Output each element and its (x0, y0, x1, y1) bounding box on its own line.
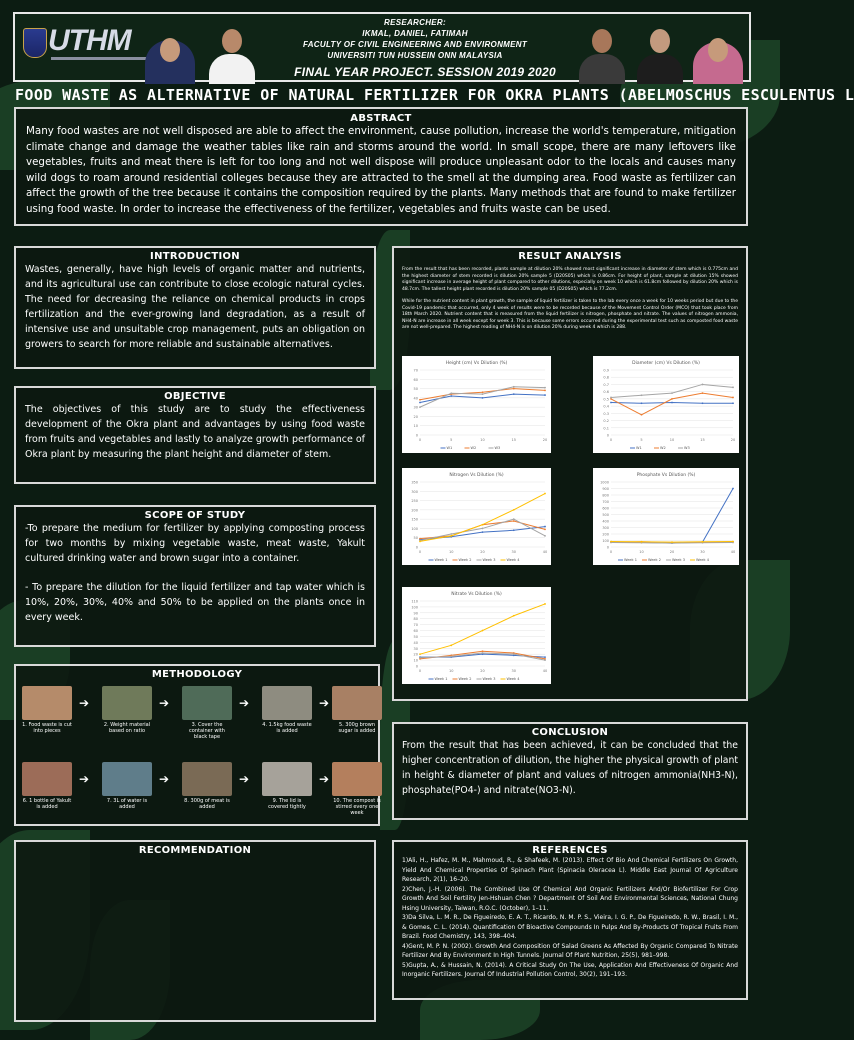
reference-item: 3)Da Silva, L. M. R., De Figueiredo, E. A. T., Ricardo, N. M. P. S., Vieira, I. G. P., De Figueiredo, R. W., Brasil, I. M., & Gomes, C. L. (2014). Quantification Of Bioactive Compounds In Pulps And By-Products Of Tropical Fruits From Brazil. Food Chemistry, 143, 398–404. (402, 914, 738, 940)
data-point (513, 509, 515, 511)
legend-label: W1 (446, 446, 453, 450)
series-line (420, 521, 545, 539)
methodology-step (182, 762, 232, 810)
x-tick-label: 20 (669, 550, 675, 554)
researcher-names: IKMAL, DANIEL, FATIMAH (362, 29, 468, 38)
university-name: UNIVERSITI TUN HUSSEIN ONN MALAYSIA (327, 51, 503, 60)
x-tick-label: 30 (511, 550, 516, 554)
x-tick-label: 20 (480, 550, 485, 554)
data-point (544, 390, 546, 392)
data-point (513, 386, 515, 388)
chart-title: Nitrogen Vs Dilution (%) (449, 473, 504, 478)
data-point (482, 528, 484, 530)
data-point (513, 520, 515, 522)
x-tick-label: 15 (700, 438, 705, 442)
data-point (671, 398, 673, 400)
y-tick-label: 40 (413, 640, 418, 645)
y-tick-label: 0.7 (603, 382, 609, 387)
data-point (419, 402, 421, 404)
data-point (732, 488, 734, 490)
university-crest-icon (23, 28, 47, 58)
result-text-1: From the result that has been recorded, plants sample at dilution 20% showed most significant increase in diameter of stem which is 0.775cm and the highest diameter of stem recorded is dilution 20% sample 5 (D20S05) which is 0.86cm. For height of plant, sample at dilution 15% showed significant increase in average height of plant compared to other dilutions, especially on week 10 which is 61.8cm followed by dilution 20% which is 48.7cm. The tallest height plant recorded is dilution 20% sample 05 (D20S05) which is 77.2cm. (402, 267, 738, 292)
faculty-name: FACULTY OF CIVIL ENGINEERING AND ENVIRONMENT (302, 40, 528, 49)
y-tick-label: 1000 (600, 480, 609, 485)
scope-heading: SCOPE OF STUDY (144, 510, 246, 521)
methodology-step (332, 686, 382, 734)
chart-height (402, 356, 551, 453)
data-point (513, 388, 515, 390)
step-arrow-icon: ➔ (239, 696, 250, 710)
step-caption: 7. 3L of water is added (106, 798, 148, 810)
y-tick-label: 150 (411, 517, 418, 522)
step-arrow-icon: ➔ (319, 772, 330, 786)
data-point (702, 384, 704, 386)
legend-label: Week 3 (672, 558, 685, 562)
step-photo (102, 686, 152, 720)
data-point (544, 535, 546, 537)
legend-label: Week 2 (458, 558, 472, 562)
reference-item: 5)Gupta, A., & Hussain, N. (2014). A Critical Study On The Use, Application And Effectiveness Of Organic And Inorganic Fertilizers. Journal Of Industrial Pollution Control, 30(2), 191–193. (402, 961, 738, 978)
data-point (702, 392, 704, 394)
y-tick-label: 0.9 (603, 368, 609, 373)
y-tick-label: 40 (413, 396, 418, 401)
scope-text-1: -To prepare the medium for fertilizer by applying composting process for two months by mixing vegetable waste, meat waste, Yakult cultured drinking water and brown sugar into a container. (25, 523, 365, 564)
data-point (450, 395, 452, 397)
data-point (544, 528, 546, 530)
x-tick-label: 10 (449, 550, 454, 554)
legend-label: Week 2 (458, 677, 472, 681)
x-tick-label: 10 (449, 669, 454, 673)
y-tick-label: 60 (413, 377, 418, 382)
x-tick-label: 0 (609, 550, 613, 554)
step-arrow-icon: ➔ (239, 772, 250, 786)
y-tick-label: 30 (413, 405, 418, 410)
data-point (450, 535, 452, 537)
step-caption: 3. Cover the container with black tape (189, 722, 225, 740)
y-tick-label: 0.6 (603, 390, 609, 395)
chart-title: Nitrate Vs Dilution (%) (451, 592, 502, 597)
step-arrow-icon: ➔ (159, 772, 170, 786)
legend-label: Week 1 (624, 558, 637, 562)
series-line (420, 604, 545, 654)
recommendation-section (14, 840, 376, 1022)
x-tick-label: 40 (730, 550, 736, 554)
references-list (402, 856, 738, 980)
y-tick-label: 70 (413, 368, 418, 373)
data-point (419, 653, 421, 655)
project-session: FINAL YEAR PROJECT. SESSION 2019 2020 (294, 65, 556, 79)
y-tick-label: 700 (602, 500, 609, 504)
methodology-step (102, 686, 152, 734)
data-point (419, 399, 421, 401)
x-tick-label: 20 (542, 438, 548, 442)
methodology-heading: METHODOLOGY (151, 669, 243, 680)
legend-label: Week 4 (506, 677, 520, 681)
abstract-text: Many food wastes are not well disposed are able to affect the environment, cause pollution, increase the world's temperature, mitigation climate change and damage the weather tables like rain and storms around the world. In small scope, there are many leftovers like vegetables, fruits and meat there is left for too long and not well dispose will produce unpleasant odor to the locals and causes many wild dogs to roam around residential colleges because they are attracted to the smell at the dumping area. Food waste as fertilizer can affect the growth of the tree because it contains the composition required by the plants. Many methods that are found to make fertilizer using food waste. In order to increase the effectiveness of the fertilizer, vegetables and fruits waste can be used. (26, 125, 736, 215)
x-tick-label: 15 (511, 438, 516, 442)
data-point (450, 533, 452, 535)
data-point (544, 394, 546, 396)
y-tick-label: 0.4 (603, 404, 609, 409)
step-caption: 2. Weight material based on ratio (103, 722, 151, 734)
y-tick-label: 800 (602, 493, 609, 498)
methodology-step (22, 686, 72, 734)
data-point (641, 402, 643, 404)
result-text-2: While for the nutrient content in plant growth, the sample of liquid fertilizer is taken to the lab every once a week for 10 weeks period but due to the Covid-19 pandemic that occurred, only 4 week of results were to be recorded because of the Movement Control Order (MCO) that took place from 18th March 2020. Nutrient content that is measured from the liquid fertilizer is nitrogen, phosphate and nitrate. The values of nitrogen ammonia, NH4-N are increase in all week except for week 3. This is because some errors occurred during the experimental test such as composted food waste are not well-prepared. The highest reading of NH4-N is on dilution 20% during week 4 which is 288. (402, 299, 738, 330)
poster-title: FOOD WASTE AS ALTERNATIVE OF NATURAL FERTILIZER FOR OKRA PLANTS (ABELMOSCHUS ESCULENTUS L (15, 86, 854, 104)
introduction-heading: INTRODUCTION (150, 251, 240, 262)
chart-phosphate (593, 468, 739, 565)
data-point (544, 659, 546, 661)
y-tick-label: 0.5 (603, 397, 609, 402)
data-point (610, 541, 612, 543)
references-section (392, 840, 748, 1000)
data-point (419, 657, 421, 659)
methodology-step (22, 762, 72, 810)
y-tick-label: 0 (415, 664, 418, 669)
step-photo (332, 686, 382, 720)
objective-section (14, 386, 376, 484)
y-tick-label: 0.8 (603, 375, 609, 380)
y-tick-label: 100 (411, 605, 418, 610)
data-point (513, 615, 515, 617)
legend-label: Week 3 (482, 558, 496, 562)
x-tick-label: 20 (480, 669, 485, 673)
data-point (702, 541, 704, 543)
data-point (482, 397, 484, 399)
step-caption: 4. 1.5kg food waste is added (262, 722, 312, 734)
y-tick-label: 400 (602, 519, 609, 524)
x-tick-label: 40 (542, 550, 548, 554)
objective-text: The objectives of this study are to study the effectiveness development of the Okra plant and advantages by using food waste from fruits and vegetables and lastly to analyze growth performance of Okra plant by measuring the plant height and diameter of stem. (25, 404, 365, 460)
step-photo (262, 686, 312, 720)
data-point (482, 630, 484, 632)
y-tick-label: 0.1 (603, 426, 609, 431)
data-point (544, 603, 546, 605)
x-tick-label: 10 (480, 438, 485, 442)
data-point (641, 394, 643, 396)
methodology-step (262, 686, 312, 734)
data-point (671, 392, 673, 394)
data-point (482, 652, 484, 654)
logo-underline (51, 57, 147, 60)
y-tick-label: 0 (415, 545, 418, 550)
y-tick-label: 100 (411, 526, 418, 531)
poster-header (13, 12, 751, 82)
y-tick-label: 200 (411, 508, 418, 513)
references-heading: REFERENCES (532, 845, 608, 856)
legend-label: W2 (660, 446, 666, 450)
step-arrow-icon: ➔ (319, 696, 330, 710)
supervisor-photo-3 (691, 26, 745, 80)
data-point (513, 518, 515, 520)
step-photo (22, 762, 72, 796)
supervisor-photo-1 (575, 26, 629, 80)
data-point (732, 386, 734, 388)
series-line (611, 489, 733, 544)
data-point (702, 402, 704, 404)
data-point (482, 393, 484, 395)
y-tick-label: 100 (602, 539, 609, 543)
reference-item: 2)Chen, J.-H. (2006). The Combined Use Of Chemical And Organic Fertilizers And/Or Biofertilizer For Crop Growth And Soil Fertility Jen-Hshuan Chen ? Department Of Soil And Environmental Sciences, National Chung Hsing University, Taiwan, R.O.C. (October), 1–11. (402, 885, 738, 912)
step-photo (332, 762, 382, 796)
step-caption: 5. 300g brown sugar is added (338, 722, 376, 734)
y-tick-label: 300 (411, 489, 418, 494)
y-tick-label: 50 (413, 536, 418, 541)
step-caption: 10. The compost is stirred every one week (333, 798, 381, 816)
chart-title: Height (cm) Vs Dilution (%) (445, 361, 508, 366)
data-point (482, 524, 484, 526)
y-tick-label: 0 (606, 545, 609, 550)
data-point (671, 541, 673, 543)
x-tick-label: 0 (418, 550, 422, 554)
y-tick-label: 30 (413, 646, 418, 651)
supervisor-photo-2 (633, 26, 687, 80)
y-tick-label: 350 (411, 480, 418, 485)
x-tick-label: 5 (640, 438, 643, 442)
step-arrow-icon: ➔ (79, 772, 90, 786)
y-tick-label: 20 (413, 414, 418, 419)
x-tick-label: 10 (669, 438, 675, 442)
data-point (544, 526, 546, 528)
reference-item: 1)Ali, H., Hafez, M. M., Mahmoud, R., & Shafeek, M. (2013). Effect Of Bio And Chemical Fertilizers On Growth, Yield And Chemical Properties Of Spinach Plant (Spinacia Oleracea L). Middle East Journal Of Agriculture Research, 2(1), 16–20. (402, 857, 738, 883)
chart-nitrate (402, 587, 551, 684)
x-tick-label: 0 (418, 669, 422, 673)
data-point (450, 656, 452, 658)
x-tick-label: 10 (639, 550, 644, 554)
chart-title: Phosphate Vs Dilution (%) (636, 473, 696, 478)
x-tick-label: 5 (450, 438, 453, 442)
x-tick-label: 0 (418, 438, 422, 442)
step-arrow-icon: ➔ (79, 696, 90, 710)
y-tick-label: 300 (602, 526, 609, 530)
x-tick-label: 40 (542, 669, 548, 673)
data-point (419, 538, 421, 540)
legend-label: W3 (494, 446, 501, 450)
x-tick-label: 30 (700, 550, 705, 554)
legend-label: W1 (636, 446, 642, 450)
reference-item: 4)Gent, M. P. N. (2002). Growth And Composition Of Salad Greens As Affected By Organic Compared To Nitrate Fertilizer And By Environment In High Tunnels. Journal Of Plant Nutrition, 25(5), 981–998. (402, 942, 738, 959)
y-tick-label: 0.3 (603, 411, 609, 416)
methodology-step (102, 762, 152, 810)
legend-label: Week 1 (434, 677, 448, 681)
y-tick-label: 70 (413, 623, 418, 628)
y-tick-label: 10 (413, 424, 418, 429)
y-tick-label: 50 (413, 387, 418, 392)
y-tick-label: 20 (413, 652, 418, 657)
data-point (610, 402, 612, 404)
abstract-heading: ABSTRACT (350, 113, 412, 124)
step-photo (262, 762, 312, 796)
data-point (513, 529, 515, 531)
conclusion-heading: CONCLUSION (531, 727, 609, 738)
conclusion-text: From the result that has been achieved, it can be concluded that the higher concentration of dilution, the higher the physical growth of plant in height & diameter of plant and values of nitrogen ammonia(NH3-N), phosphate(PO4-) and nitrate(NO3-N). (402, 740, 738, 796)
methodology-section (14, 664, 380, 826)
step-caption: 9. The lid is covered tightly (268, 798, 306, 810)
y-tick-label: 60 (413, 629, 418, 634)
conclusion-section (392, 722, 748, 820)
step-caption: 1. Food waste is cut into pieces (22, 722, 72, 734)
introduction-section (14, 246, 376, 369)
methodology-step (332, 762, 382, 816)
series-line (611, 384, 733, 397)
legend-label: Week 2 (648, 558, 661, 562)
methodology-step (262, 762, 312, 810)
legend-label: Week 3 (482, 677, 496, 681)
data-point (544, 387, 546, 389)
y-tick-label: 200 (602, 532, 609, 537)
result-heading: RESULT ANALYSIS (518, 251, 622, 262)
legend-label: Week 4 (506, 558, 520, 562)
data-point (419, 406, 421, 408)
data-point (732, 402, 734, 404)
introduction-text: Wastes, generally, have high levels of organic matter and nutrients, and its agricultural use can contribute to close ecologic natural cycles. The need for decreasing the reliance on chemical products in crops fertilization and the ever-growing land degradation, as a result of intensive use and unsuitable crop management, puts an obligation on growers to search for more reliable and sustainable alternatives. (25, 264, 365, 350)
x-tick-label: 0 (609, 438, 613, 442)
y-tick-label: 90 (413, 611, 418, 616)
y-tick-label: 250 (411, 499, 418, 504)
data-point (641, 541, 643, 543)
y-tick-label: 900 (602, 487, 609, 491)
data-point (513, 393, 515, 395)
methodology-step (182, 686, 232, 740)
data-point (419, 541, 421, 543)
data-point (544, 493, 546, 495)
step-photo (102, 762, 152, 796)
legend-label: Week 1 (434, 558, 448, 562)
step-caption: 8. 300g of meat is added (184, 798, 230, 810)
y-tick-label: 500 (602, 513, 609, 517)
step-arrow-icon: ➔ (159, 696, 170, 710)
university-logo: UTHM (48, 24, 131, 57)
researcher-photo-1 (143, 26, 197, 80)
data-point (513, 653, 515, 655)
y-tick-label: 50 (413, 634, 418, 639)
objective-heading: OBJECTIVE (164, 391, 226, 402)
researcher-info (255, 17, 575, 61)
scope-section (14, 505, 376, 647)
step-photo (22, 686, 72, 720)
y-tick-label: 0.2 (603, 419, 609, 424)
chart-title: Diameter (cm) Vs Dilution (%) (632, 361, 700, 366)
step-photo (182, 686, 232, 720)
y-tick-label: 80 (413, 617, 418, 622)
y-tick-label: 600 (602, 506, 609, 511)
researcher-label: RESEARCHER: (384, 18, 446, 27)
y-tick-label: 0 (606, 433, 609, 438)
data-point (482, 650, 484, 652)
step-photo (182, 762, 232, 796)
legend-label: W3 (684, 446, 690, 450)
abstract-section (14, 107, 748, 226)
chart-nitrogen (402, 468, 551, 565)
y-tick-label: 0 (415, 433, 418, 438)
chart-diameter (593, 356, 739, 453)
legend-label: Week 4 (696, 558, 709, 562)
y-tick-label: 10 (413, 658, 418, 663)
data-point (671, 402, 673, 404)
researcher-photo-2 (205, 26, 259, 80)
legend-label: W2 (470, 446, 477, 450)
recommendation-heading: RECOMMENDATION (138, 845, 252, 856)
data-point (732, 397, 734, 399)
scope-text-2: - To prepare the dilution for the liquid fertilizer and tap water which is 10%, 20%, 30%, 40% and 50% to be applied on the plants once in every week. (25, 582, 365, 623)
data-point (732, 541, 734, 543)
data-point (482, 531, 484, 533)
data-point (450, 392, 452, 394)
data-point (544, 656, 546, 658)
data-point (450, 644, 452, 646)
x-tick-label: 30 (511, 669, 516, 673)
x-tick-label: 20 (730, 438, 736, 442)
data-point (482, 391, 484, 393)
y-tick-label: 110 (411, 599, 418, 604)
data-point (641, 414, 643, 416)
data-point (610, 397, 612, 399)
step-caption: 6. 1 bottle of Yakult is added (22, 798, 72, 810)
